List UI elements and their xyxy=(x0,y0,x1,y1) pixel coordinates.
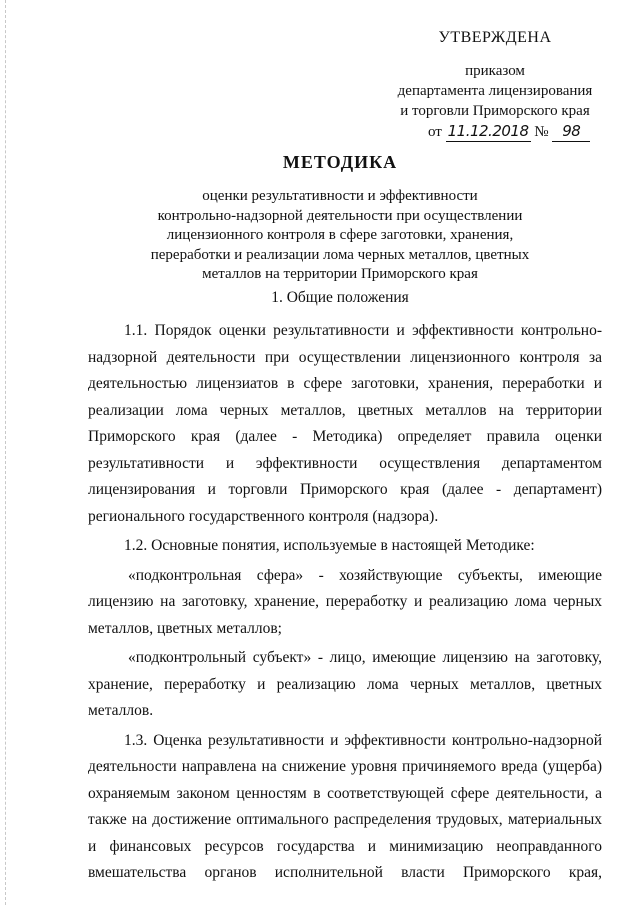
handwritten-number: 98 xyxy=(552,121,590,142)
subtitle-line: контрольно-надзорной деятельности при осуществлении xyxy=(157,207,523,224)
date-prefix: от xyxy=(428,124,442,140)
subtitle-line: переработки и реализации лома черных металлов, цветных xyxy=(150,246,530,263)
handwritten-date: 11.12.2018 xyxy=(447,122,529,140)
section-heading: 1. Общие положения xyxy=(271,289,409,306)
document-subtitle xyxy=(80,187,600,285)
approval-line-1: приказом xyxy=(465,63,525,79)
document-title: МЕТОДИКА xyxy=(282,152,398,172)
number-prefix: № xyxy=(534,124,549,140)
approval-order-line xyxy=(380,121,610,142)
approval-line-3: и торговли Приморского края xyxy=(400,103,590,119)
paragraph-1-3: 1.3. Оценка результативности и эффективности контрольно-надзорной деятельности направлена на снижение уровня причиняемого вреда (ущерба) охраняемым законом ценностям в соответствующей сфере деятельности, а также на достижение оптимального распределения трудовых, материальных и финансовых ресурсов государства и минимизацию неоправданного вмешательства органов исполнительной власти Приморского края, xyxy=(88,731,602,881)
definition-sphere: «подконтрольная сфера» - хозяйствующие субъекты, имеющие лицензию на заготовку, хранение, переработку и реализацию лома черных металлов, цветных металлов; xyxy=(88,566,602,637)
document-body xyxy=(88,318,602,887)
approval-heading: УТВЕРЖДЕНА xyxy=(438,29,552,46)
document-title-block xyxy=(80,152,600,285)
subtitle-line: лицензионного контроля в сфере заготовки, хранения, xyxy=(166,227,514,243)
approval-stamp xyxy=(380,28,610,142)
paragraph-1-2: 1.2. Основные понятия, используемые в настоящей Методике: xyxy=(124,537,535,554)
page-edge-line xyxy=(5,0,6,905)
paragraph-1-1: 1.1. Порядок оценки результативности и эффективности контрольно-надзорной деятельности при осуществлении лицензионного контроля за деятельностью лицензиатов в сфере заготовки, хранения, переработки и реализации лома черных металлов, цветных металлов на территории Приморского края (далее - Методика) определяет правила оценки результативности и эффективности осуществления департаментом лицензирования и торговли Приморского края (далее - департамент) регионального государственного контроля (надзора). xyxy=(88,322,602,525)
subtitle-line: металлов на территории Приморского края xyxy=(202,266,478,282)
subtitle-line: оценки результативности и эффективности xyxy=(202,188,478,204)
definition-subject: «подконтрольный субъект» - лицо, имеющие лицензию на заготовку, хранение, переработку и реализацию лома черных металлов, цветных металлов. xyxy=(88,649,602,719)
approval-line-2: департамента лицензирования xyxy=(397,83,593,99)
